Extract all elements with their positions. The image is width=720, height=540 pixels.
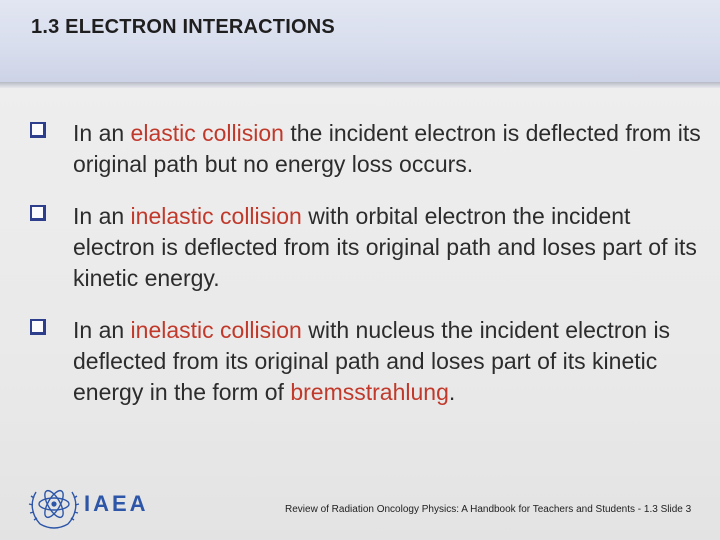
- bullet-highlight-bremsstrahlung: bremsstrahlung: [290, 379, 449, 405]
- header-band: [0, 0, 720, 82]
- slide-title: 1.3 ELECTRON INTERACTIONS: [31, 16, 335, 38]
- footer-caption: Review of Radiation Oncology Physics: A Handbook for Teachers and Students - 1.3 Slide 3: [285, 504, 692, 515]
- bullet-text-before: In an: [73, 203, 131, 229]
- bullet-highlight: inelastic collision: [130, 203, 302, 229]
- bullet-text-after: the incident electron is deflected from its original path but no energy loss occurs.: [73, 120, 701, 177]
- iaea-emblem-icon: [28, 478, 80, 534]
- bullet-list: [30, 118, 710, 429]
- header-divider: [0, 82, 720, 88]
- bullet-text-before: In an: [73, 120, 131, 146]
- bullet-item: [30, 315, 710, 408]
- bullet-text-after: with nucleus the incident electron is deflected from its original path and loses part of its kinetic energy in the form of: [73, 317, 671, 405]
- bullet-highlight: elastic collision: [130, 120, 284, 146]
- hollow-square-bullet-icon: [30, 205, 46, 221]
- bullet-item: [30, 201, 710, 294]
- bullet-text-before: In an: [73, 317, 131, 343]
- iaea-logo-text: IAEA: [84, 491, 149, 516]
- bullet-item: [30, 118, 710, 180]
- hollow-square-bullet-icon: [30, 122, 46, 138]
- hollow-square-bullet-icon: [30, 319, 46, 335]
- iaea-logo: [28, 478, 158, 534]
- bullet-text-end: .: [448, 379, 456, 405]
- bullet-text-after: with orbital electron the incident electron is deflected from its original path and loses part of its kinetic energy.: [73, 203, 697, 291]
- bullet-highlight: inelastic collision: [130, 317, 302, 343]
